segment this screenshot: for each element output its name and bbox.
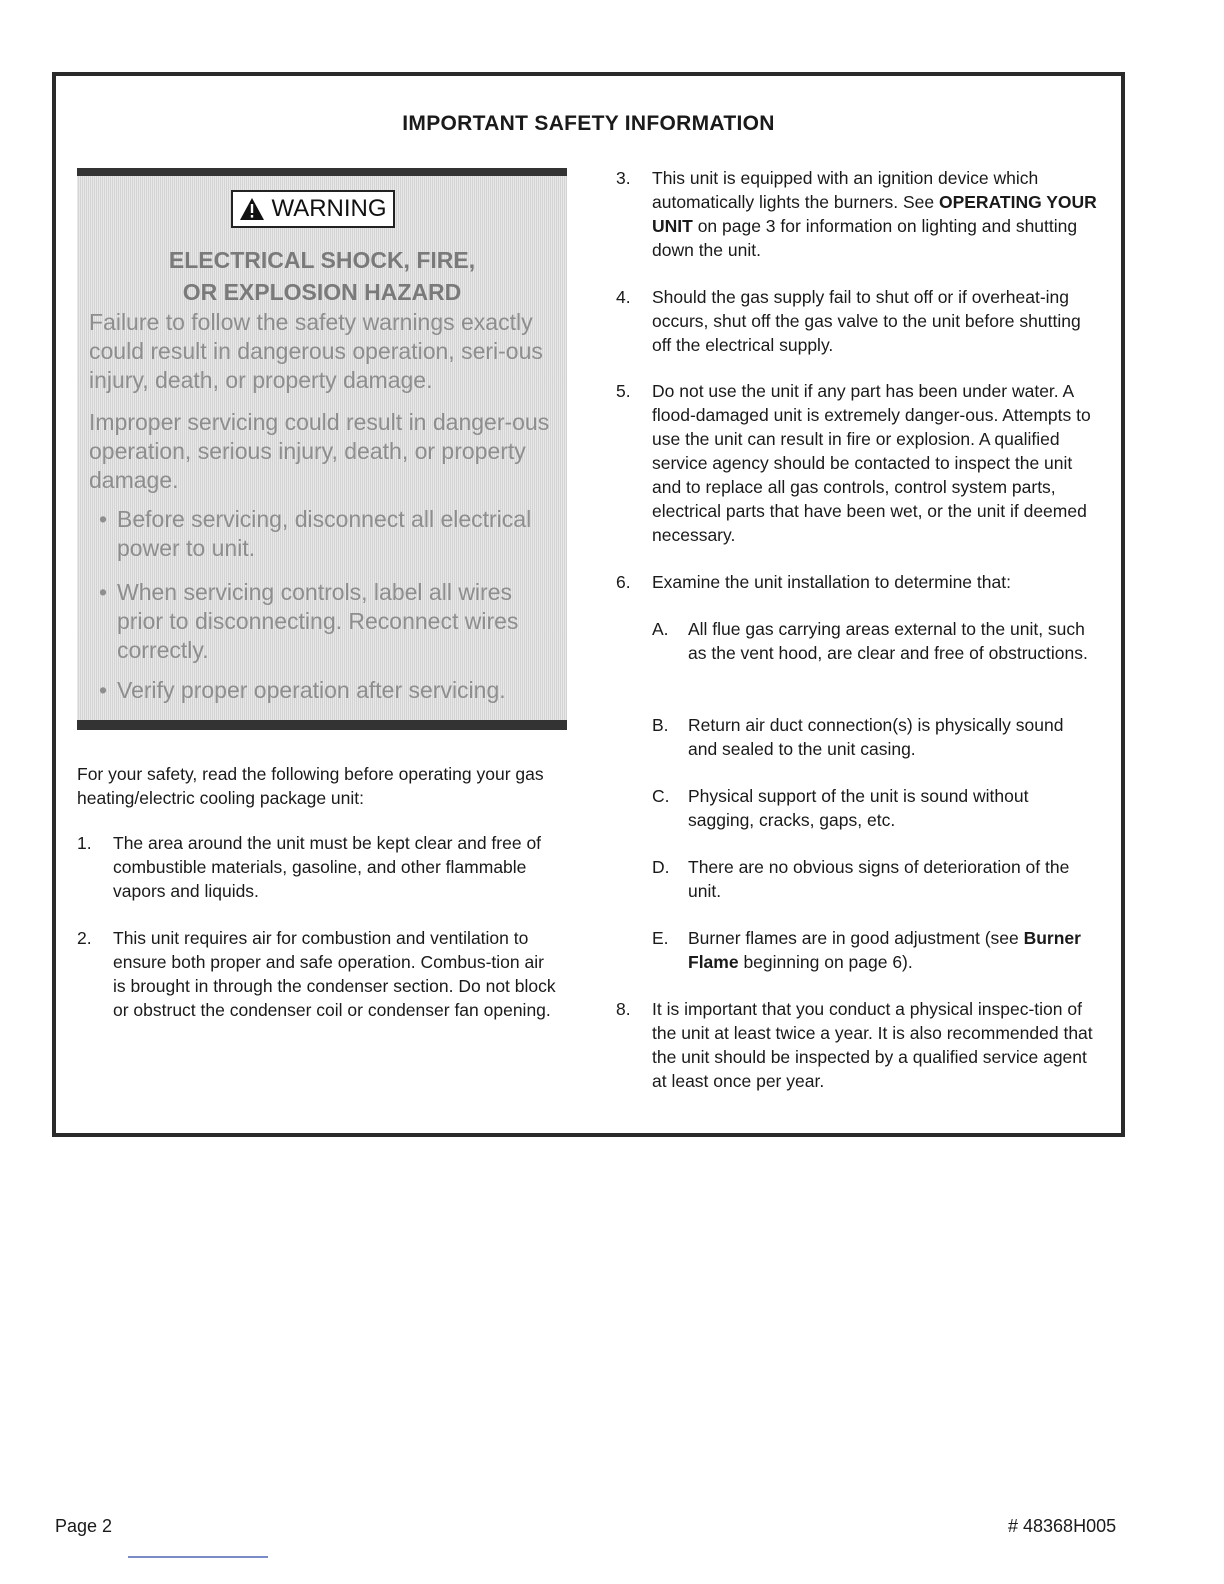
warning-paragraph-2: Improper servicing could result in danger-ous operation, serious injury, death, or property damage. (89, 409, 550, 493)
warning-bullet: • Before servicing, disconnect all electrical power to unit. (98, 506, 532, 561)
sub-list-item: E. Burner flames are in good adjustment (see Burner Flame beginning on page 6). (652, 928, 1081, 972)
sub-list-item: B. Return air duct connection(s) is physically sound and sealed to the unit casing. (652, 715, 1064, 759)
footer-rule (128, 1556, 268, 1558)
warning-paragraph-1: Failure to follow the safety warnings exactly could result in dangerous operation, seri-ous injury, death, or property damage. (89, 309, 543, 393)
sub-list-item: D. There are no obvious signs of deterioration of the unit. (652, 857, 1070, 901)
intro-text: For your safety, read the following before operating your gas heating/electric cooling package unit: (77, 764, 544, 808)
sub-list-item: C. Physical support of the unit is sound without sagging, cracks, gaps, etc. (652, 786, 1029, 830)
list-item: 2. This unit requires air for combustion and ventilation to ensure both proper and safe operation. Combus-tion air is brought in through the condenser section. Do not block or obstruct the condenser coil or condenser fan opening. (77, 928, 556, 1020)
list-item: 5. Do not use the unit if any part has been under water. A flood-damaged unit is extremely danger-ous. Attempts to use the unit can result in fire or explosion. A qualified service agency should be contacted to inspect the unit and to replace all gas controls, control system parts, electrical parts that have been wet, or the unit if deemed necessary. (616, 381, 1091, 545)
hazard-heading: ELECTRICAL SHOCK, FIRE, OR EXPLOSION HAZARD (168, 247, 476, 305)
list-item: 4. Should the gas supply fail to shut off or if overheat-ing occurs, shut off the gas valve to the unit before shutting off the electrical supply. (616, 287, 1081, 355)
warning-bullet: • When servicing controls, label all wires prior to disconnecting. Reconnect wires correctly. (98, 579, 519, 663)
warning-bullet: • Verify proper operation after servicing. (98, 677, 506, 703)
document-number: # 48368H005 (1008, 1516, 1117, 1536)
warning-label-text: WARNING (271, 195, 387, 222)
sub-list-item: A. All flue gas carrying areas external to the unit, such as the vent hood, are clear and free of obstructions. (652, 619, 1088, 663)
list-item: 3. This unit is equipped with an ignition device which automatically lights the burners. See OPERATING YOUR UNIT on page 3 for information on lighting and shutting down the unit. (616, 168, 1097, 260)
warning-triangle-icon (239, 197, 265, 221)
page-title: IMPORTANT SAFETY INFORMATION (402, 112, 775, 135)
warning-box (77, 168, 567, 730)
page-number: Page 2 (55, 1516, 113, 1536)
warning-label (231, 190, 395, 228)
list-item: 1. The area around the unit must be kept clear and free of combustible materials, gasoline, and other flammable vapors and liquids. (77, 833, 542, 901)
safety-info-frame (52, 72, 1125, 1137)
list-item: 6. Examine the unit installation to determine that: (616, 572, 1011, 592)
list-item: 8. It is important that you conduct a physical inspec-tion of the unit at least twice a year. It is also recommended that the unit should be inspected by a qualified service agent at least once per year. (616, 999, 1093, 1091)
